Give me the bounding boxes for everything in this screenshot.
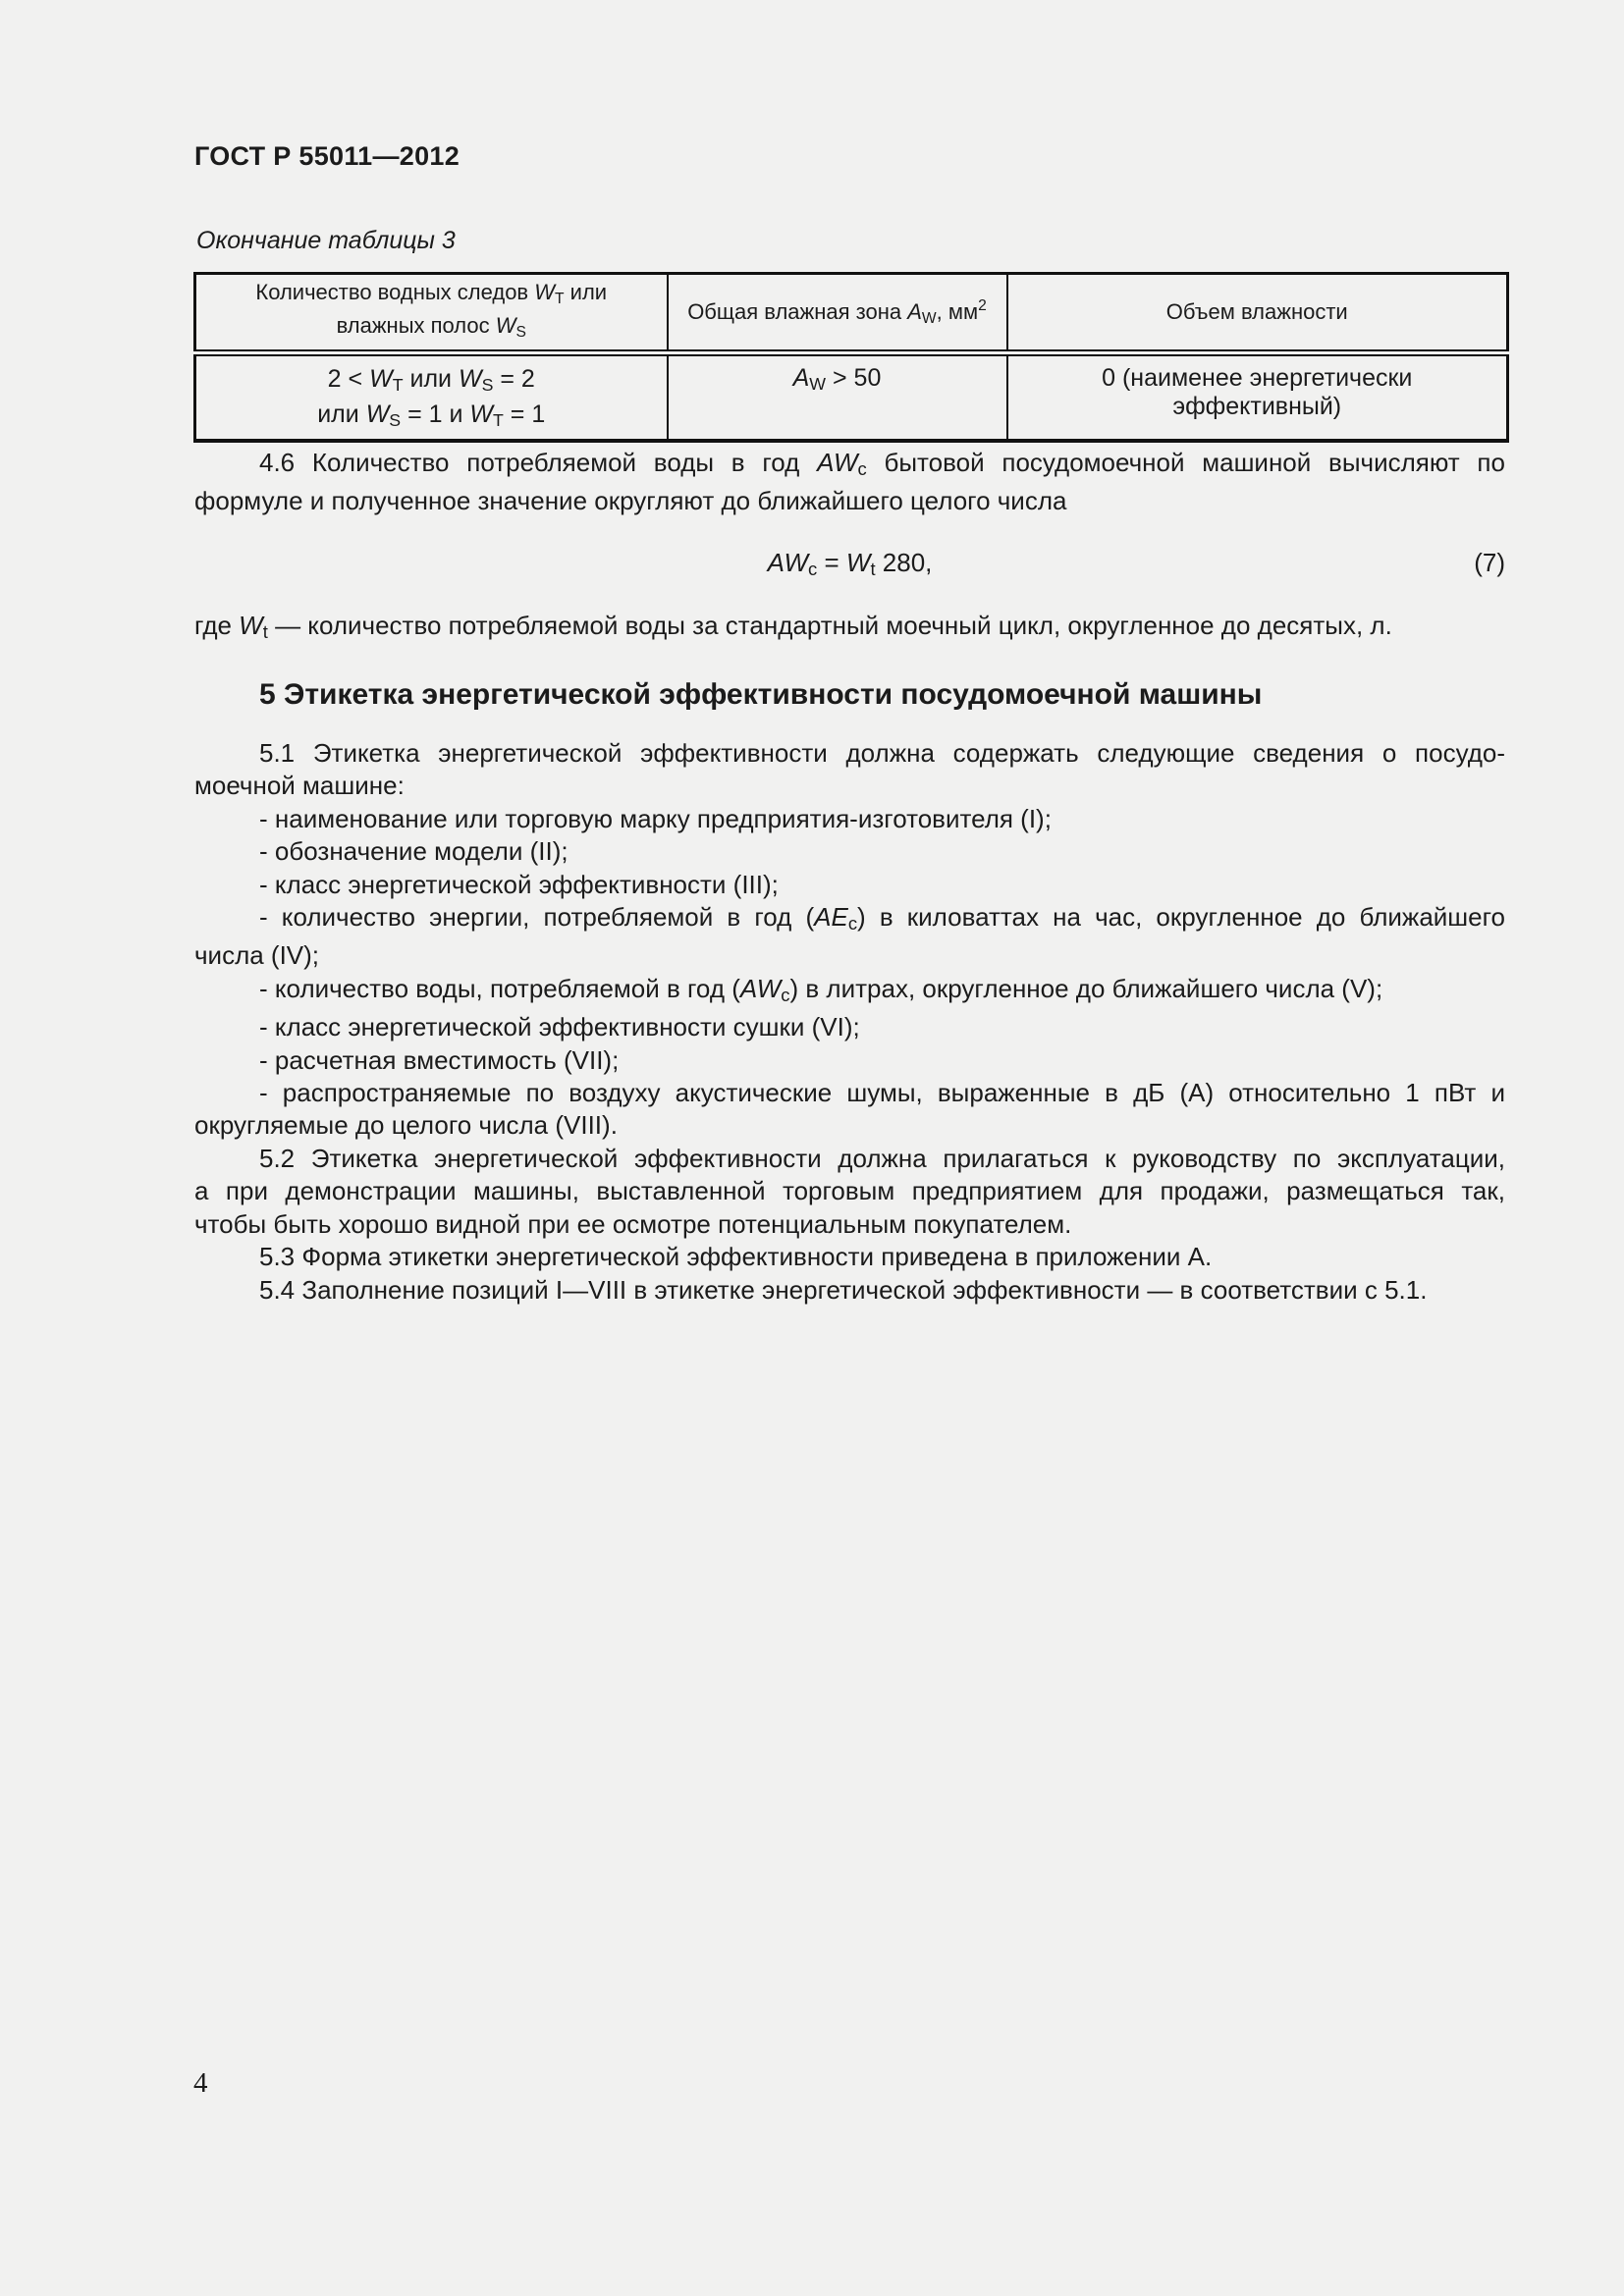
text-run: t	[870, 559, 876, 579]
text-run: = 1	[503, 400, 546, 428]
text-line	[206, 364, 657, 400]
text-run: 5.3 Форма этикетки энергетической эффективности приведена в приложении А.	[259, 1242, 1213, 1272]
text-run: W	[495, 313, 516, 338]
text-run: 5.1 Этикетка энергетической эффективности должна содержать следующие сведения о посудо-	[259, 738, 1505, 768]
table-3	[193, 272, 1509, 443]
text-line	[194, 1274, 1505, 1307]
text-run: Количество водных следов	[255, 280, 535, 304]
text-run: или	[564, 280, 608, 304]
text-run: - наименование или торговую марку предприятия-изготовителя (I);	[259, 803, 1052, 833]
formula-expression	[768, 548, 933, 577]
table-row	[195, 353, 1508, 442]
text-line	[194, 485, 1505, 517]
text-line	[194, 770, 1505, 802]
doc-header: ГОСТ Р 55011—2012	[194, 141, 460, 171]
table-header-cell-water-traces	[195, 274, 668, 353]
text-run: 2 <	[327, 365, 370, 393]
text-run: 280,	[875, 548, 933, 577]
text-run: 5.2 Этикетка энергетической эффективности должна прилагаться к руководству по эксплуатации,	[259, 1143, 1505, 1173]
paragraph-4-6	[194, 447, 1505, 518]
section-5-heading: 5 Этикетка энергетической эффективности посудомоечной машины	[259, 678, 1263, 711]
text-line	[206, 279, 657, 312]
text-run: где	[194, 611, 240, 640]
text-line	[194, 939, 1505, 972]
text-run: A	[792, 364, 810, 392]
page-number: 4	[193, 2067, 208, 2099]
text-run: W	[369, 365, 393, 393]
text-line	[206, 312, 657, 346]
text-run: 4.6 Количество потребляемой воды в год	[259, 448, 818, 477]
text-run: A	[907, 298, 922, 324]
text-run: , мм	[936, 298, 979, 324]
text-run: ) в литрах, округленное до ближайшего числа (V);	[789, 973, 1383, 1003]
text-run: Объем влажности	[1165, 299, 1348, 324]
text-run: - класс энергетической эффективности (III);	[259, 869, 779, 899]
text-run: а при демонстрации машины, выставленной торговым предприятием для продажи, размещаться так,	[194, 1176, 1505, 1206]
text-run: W	[458, 365, 482, 393]
table-cell-water-traces	[195, 353, 668, 442]
text-run: моечной машине:	[194, 771, 405, 801]
text-run: или	[317, 400, 366, 428]
table-header-row	[195, 274, 1508, 353]
table-header-cell-moisture-volume	[1007, 274, 1508, 353]
text-line	[194, 447, 1505, 485]
text-line	[194, 803, 1505, 835]
text-run: S	[481, 375, 494, 395]
text-run: S	[515, 324, 526, 341]
text-line	[194, 1241, 1505, 1273]
text-run: Т	[555, 291, 565, 307]
text-run: - количество энергии, потребляемой в год (	[259, 902, 815, 933]
table-cell-moisture-volume	[1007, 353, 1508, 442]
text-line	[194, 737, 1505, 770]
text-run: - распространяемые по воздуху акустические шумы, выраженные в дБ (А) относительно 1 пВт и	[259, 1078, 1505, 1108]
text-run: W	[469, 400, 494, 428]
text-line	[194, 835, 1505, 868]
text-run: Т	[392, 375, 404, 395]
text-run: =	[817, 548, 846, 577]
text-run: — количество потребляемой воды за стандартный моечный цикл, округленное до десятых, л.	[267, 611, 1392, 640]
text-line	[194, 1143, 1505, 1175]
text-line	[194, 869, 1505, 901]
text-run: - количество воды, потребляемой в год (	[259, 973, 740, 1003]
text-run: Общая влажная зона	[687, 298, 908, 324]
text-run: W	[534, 280, 555, 304]
text-run: ) в киловаттах на час, округленное до ближайшего	[857, 902, 1505, 933]
text-run: W	[809, 374, 827, 394]
text-run: 5.4 Заполнение позиций I—VIII в этикетке энергетической эффективности — в соответствии с 5.1.	[259, 1274, 1428, 1305]
text-line	[194, 973, 1505, 1011]
text-run: - расчетная вместимость (VII);	[259, 1044, 620, 1075]
text-run: = 2	[493, 365, 535, 393]
formula-7	[194, 546, 1505, 579]
text-run: округляемые до целого числа (VIII).	[194, 1110, 618, 1141]
table-cell-wet-zone	[668, 353, 1007, 442]
text-run: 0 (наименее энергетически эффективный)	[1102, 364, 1413, 420]
text-run: W	[845, 548, 871, 577]
text-run: - обозначение модели (II);	[259, 836, 568, 867]
formula-number: (7)	[1474, 548, 1505, 577]
section-5-body	[194, 737, 1505, 1307]
text-run: Т	[493, 410, 504, 430]
text-run: бытовой посудомоечной машиной вычисляют по	[866, 448, 1505, 477]
text-line	[206, 400, 657, 435]
text-run: чтобы быть хорошо видной при ее осмотре потенциальным покупателем.	[194, 1208, 1072, 1239]
text-run: S	[389, 410, 402, 430]
text-run: AW	[817, 448, 858, 477]
text-run: t	[262, 621, 268, 642]
text-run: или	[403, 365, 459, 393]
text-line	[194, 1077, 1505, 1109]
text-run: 2	[978, 296, 987, 314]
text-run: с	[857, 458, 867, 479]
text-run: с	[781, 984, 790, 1005]
text-line	[194, 1175, 1505, 1207]
text-run: W	[239, 611, 263, 640]
text-line	[194, 1208, 1505, 1241]
text-run: формуле и полученное значение округляют до ближайшего целого числа	[194, 486, 1067, 516]
text-run: числа (IV);	[194, 940, 320, 971]
text-run: W	[365, 400, 390, 428]
table-header-cell-wet-zone	[668, 274, 1007, 353]
text-run: AE	[814, 902, 848, 933]
text-run: с	[847, 913, 858, 934]
text-run: AW	[739, 973, 782, 1003]
table-caption: Окончание таблицы 3	[196, 227, 456, 254]
text-run: AW	[767, 548, 809, 577]
text-line	[194, 1044, 1505, 1077]
text-line	[194, 901, 1505, 939]
text-run: влажных полос	[336, 313, 496, 338]
text-run: с	[808, 559, 818, 579]
text-line	[194, 1109, 1505, 1142]
text-run: W	[921, 309, 937, 327]
text-line	[194, 1011, 1505, 1043]
text-run: > 50	[826, 364, 882, 392]
where-clause	[194, 610, 1505, 648]
text-run: = 1 и	[401, 400, 470, 428]
text-run: - класс энергетической эффективности сушки (VI);	[259, 1012, 860, 1042]
